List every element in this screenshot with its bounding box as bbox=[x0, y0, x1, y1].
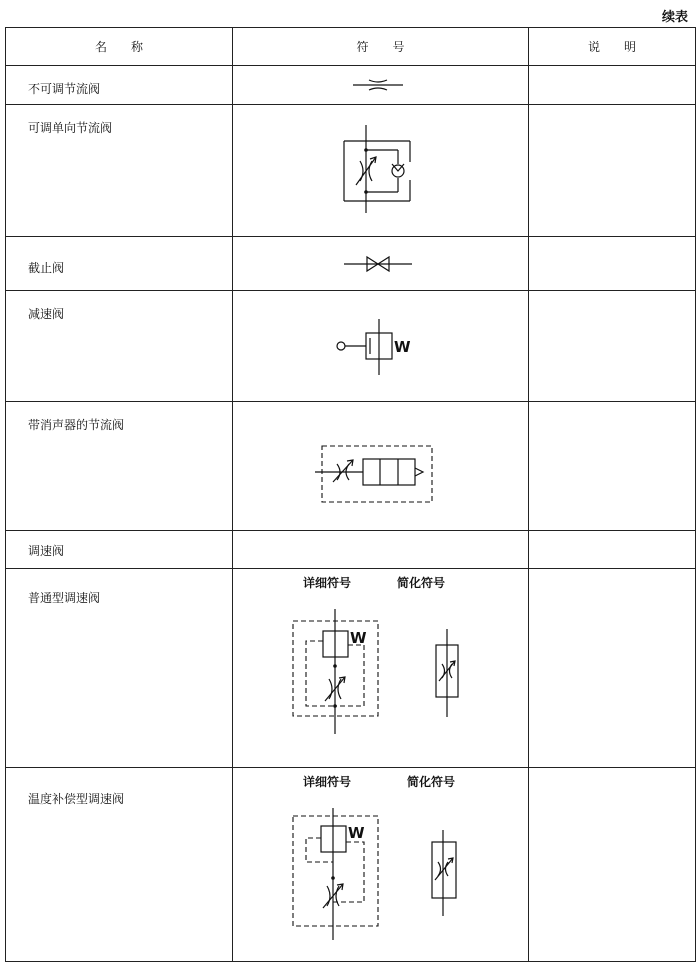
row-name: 带消声器的节流阀 bbox=[28, 418, 125, 432]
header-symbol: 符 号 bbox=[233, 28, 529, 66]
table-header-row bbox=[6, 28, 696, 66]
simple-symbol-label: 简化符号 bbox=[407, 775, 456, 789]
note-cell bbox=[529, 531, 696, 569]
adjustable-check-throttle-valve-symbol bbox=[233, 105, 529, 236]
deceleration-valve-symbol bbox=[233, 291, 529, 401]
symbol-cell bbox=[233, 402, 529, 531]
table-row bbox=[6, 569, 696, 768]
symbol-table bbox=[5, 27, 696, 962]
note-cell bbox=[529, 569, 696, 768]
symbol-cell bbox=[233, 237, 529, 291]
row-name: 截止阀 bbox=[28, 261, 65, 275]
note-cell bbox=[529, 402, 696, 531]
simple-symbol-label: 简化符号 bbox=[397, 576, 446, 590]
name-cell bbox=[6, 531, 233, 569]
table-row bbox=[6, 105, 696, 237]
normal-speed-control-valve-symbol bbox=[233, 569, 529, 767]
symbol-cell bbox=[233, 105, 529, 237]
detail-symbol-label: 详细符号 bbox=[303, 775, 352, 789]
name-cell bbox=[6, 402, 233, 531]
name-cell bbox=[6, 291, 233, 402]
name-cell bbox=[6, 237, 233, 291]
table-caption: 续表 bbox=[661, 10, 688, 25]
name-cell bbox=[6, 66, 233, 105]
header-name: 名 称 bbox=[6, 28, 233, 66]
row-name: 调速阀 bbox=[28, 544, 65, 558]
row-name: 可调单向节流阀 bbox=[28, 121, 113, 135]
header-note: 说 明 bbox=[529, 28, 696, 66]
row-name: 不可调节流阀 bbox=[28, 82, 101, 96]
symbol-cell bbox=[233, 291, 529, 402]
table-row bbox=[6, 291, 696, 402]
note-cell bbox=[529, 768, 696, 962]
table-row bbox=[6, 66, 696, 105]
row-name: 普通型调速阀 bbox=[28, 591, 101, 605]
name-cell bbox=[6, 569, 233, 768]
table-row bbox=[6, 531, 696, 569]
spring-letter: W bbox=[394, 338, 411, 356]
table-row bbox=[6, 237, 696, 291]
note-cell bbox=[529, 237, 696, 291]
row-name: 减速阀 bbox=[28, 307, 65, 321]
table-row bbox=[6, 768, 696, 962]
name-cell bbox=[6, 768, 233, 962]
symbol-cell bbox=[233, 768, 529, 962]
symbol-cell bbox=[233, 66, 529, 105]
name-cell bbox=[6, 105, 233, 237]
throttle-valve-with-silencer-symbol bbox=[233, 402, 529, 530]
fixed-throttle-valve-symbol bbox=[233, 66, 529, 104]
table-row bbox=[6, 402, 696, 531]
row-name: 温度补偿型调速阀 bbox=[28, 792, 125, 806]
stop-valve-symbol bbox=[233, 237, 529, 290]
symbol-cell bbox=[233, 569, 529, 768]
temperature-compensated-speed-control-valve-symbol bbox=[233, 768, 529, 961]
symbol-cell bbox=[233, 531, 529, 569]
note-cell bbox=[529, 66, 696, 105]
spring-letter: W bbox=[348, 824, 365, 842]
note-cell bbox=[529, 105, 696, 237]
note-cell bbox=[529, 291, 696, 402]
detail-symbol-label: 详细符号 bbox=[303, 576, 352, 590]
spring-letter: W bbox=[350, 629, 367, 647]
